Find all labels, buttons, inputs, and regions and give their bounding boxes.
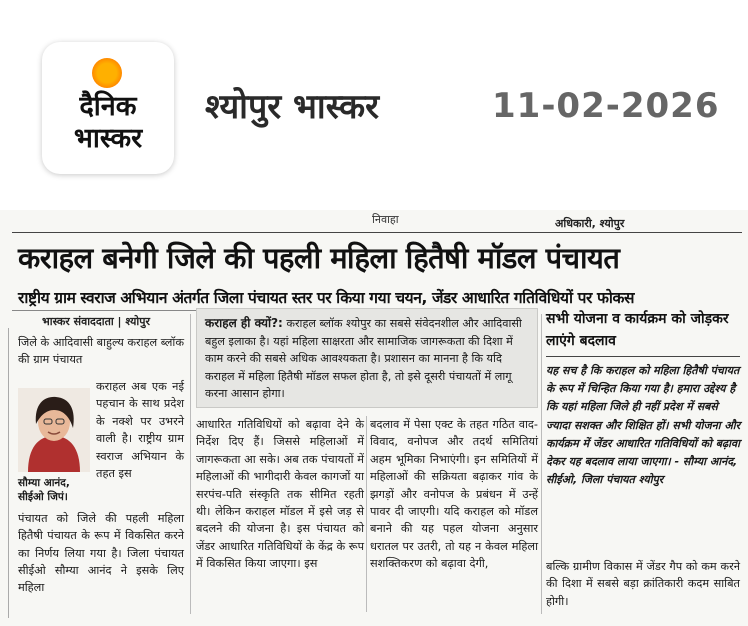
top-cut-text: निवाहा [372, 213, 399, 226]
logo-text-line2: भास्कर [73, 123, 143, 154]
edition-date: 11-02-2026 [492, 86, 720, 126]
col1-right-text: कराहल अब एक नई पहचान के साथ प्रदेश के नक्शे पर उभरने वाली है। राष्ट्रीय ग्राम स्वराज अभियान के तहत इस [96, 380, 184, 481]
ceo-photo [18, 388, 90, 472]
column-divider-1 [190, 314, 191, 614]
sun-icon [92, 58, 122, 88]
edition-title: श्योपुर भास्कर [205, 87, 379, 127]
article-byline: भास्कर संवाददाता | श्योपुर [42, 315, 151, 328]
why-karahal-box [196, 308, 538, 408]
top-author-credit: अधिकारी, श्योपुर [555, 217, 625, 230]
col1-bottom-text: पंचायत को जिले की पहली महिला हितैषी पंचायत के रूप में विकसित करने का निर्णय लिया गया है। जिला पंचायत सीईओ सौम्या आनंद ने इसके लिए महिला [18, 512, 184, 595]
article-col2: आधारित गतिविधियों को बढ़ावा देने के निर्देश दिए हैं। जिससे महिलाओं में जागरूकता आ सके। अब तक पंचायतों में महिलाओं की भागीदारी केवल कागजों या सरपंच-पति संस्कृति तक सीमित रहती थी। लेकिन कराहल मॉडल में इसे जड़ से बदलने की योजना है। इस पंचायत को जेंडर आधारित गतिविधियों के केंद्र के रूप में विकसित किया जाएगा। इस [196, 418, 364, 571]
sidebar-headline: सभी योजना व कार्यक्रम को जोड़कर लाएंगे बदलाव [546, 311, 729, 349]
why-box-text [205, 315, 531, 403]
article-col3: बदलाव में पेसा एक्ट के तहत गठित वाद-विवाद, वनोपज और तदर्थ समितियां अहम भूमिका निभाएंगी। इन समितियों में महिलाओं की सक्रियता बढ़ाकर गांव के झगड़ों और वनोपज के प्रबंधन में उन्हें पावर दी जाएगी। यदि कराहल को मॉडल बनाने की यह पहल योजना अनुसार धरातल पर उतरी, तो यह न केवल महिला सशक्तिकरण को बढ़ावा देगी, [370, 418, 538, 571]
left-margin-strip [0, 328, 9, 618]
photo-caption: सौम्या आनंद, सीईओ जिपं। [18, 477, 70, 503]
sidebar-rule [546, 356, 740, 357]
article-headline: कराहल बनेगी जिले की पहली महिला हितैषी मॉडल पंचायत [18, 241, 620, 275]
why-body: कराहल ब्लॉक श्योपुर का सबसे संवेदनशील और आदिवासी बहुल इलाका है। यहां महिला साक्षरता और सामाजिक जागरूकता की दिशा में काम करने की सबसे अधिक आवश्यकता है। प्रशासन का मानना है कि यदि कराहल में महिला हितैषी मॉडल सफल होता है, तो इसे दूसरी पंचायतों में लागू करना आसान होगा। [205, 317, 522, 401]
column-divider-2 [366, 416, 367, 612]
article-col1-top [18, 334, 184, 369]
article-subhead: राष्ट्रीय ग्राम स्वराज अभियान अंतर्गत जिला पंचायत स्तर पर किया गया चयन, जेंडर आधारित गतिविधियों पर फोकस [18, 289, 635, 307]
why-label: कराहल ही क्यों?: [205, 316, 283, 330]
column-divider-3 [541, 314, 542, 614]
logo-text-line1: दैनिक [79, 91, 137, 122]
sidebar-quote: यह सच है कि कराहल को महिला हितैषी पंचायत के रूप में चिन्हित किया गया है। हमारा उद्देश्य है कि यहां महिला जिले ही नहीं प्रदेश में सबसे ज्यादा सशक्त और शिक्षित हों। सभी योजना और कार्यक्रम में जेंडर आधारित गतिविधियों को बढ़ावा देकर यह बदलाव लाया जाएगा। - सौम्या आनंद, सीईओ, जिला पंचायत श्योपुर [546, 364, 741, 487]
dainik-bhaskar-logo [42, 42, 174, 174]
sidebar-bottom-text: बल्कि ग्रामीण विकास में जेंडर गैप को कम करने की दिशा में सबसे बड़ा क्रांतिकारी कदम साबित होगी। [546, 560, 740, 608]
news-clipping [0, 210, 748, 626]
col1-top-text: जिले के आदिवासी बाहुल्य कराहल ब्लॉक की ग्राम पंचायत [18, 336, 184, 367]
top-rule [12, 232, 742, 233]
